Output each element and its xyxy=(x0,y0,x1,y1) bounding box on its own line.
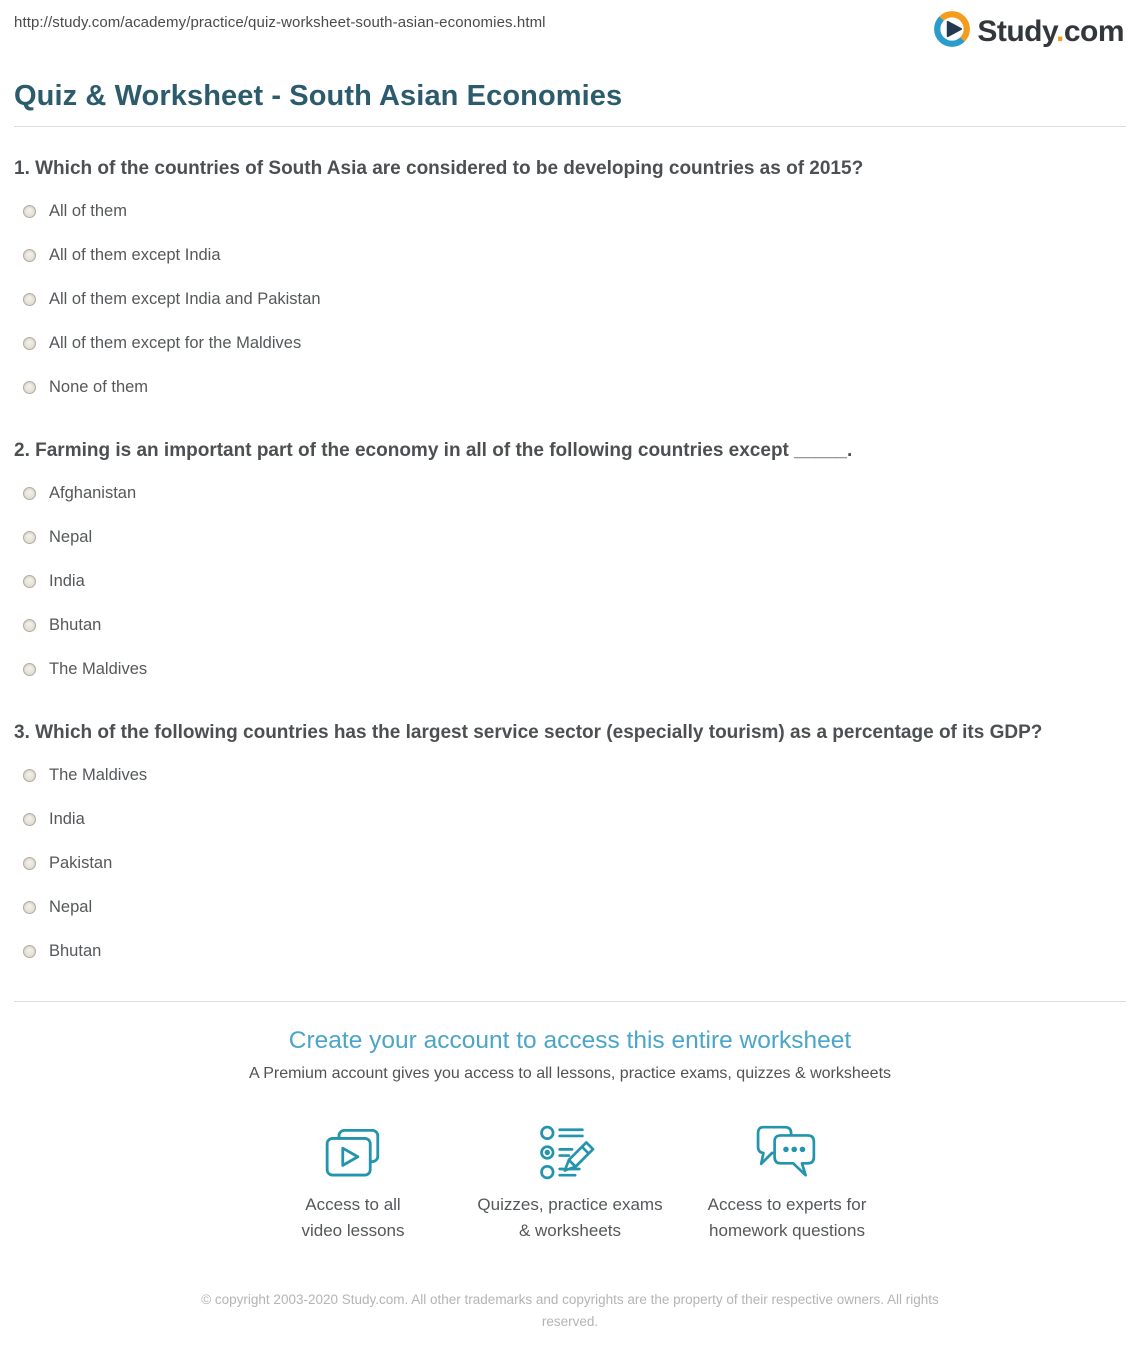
feature-list xyxy=(0,1123,1140,1245)
question-1-text: 1. Which of the countries of South Asia are considered to be developing countries as of 2015? xyxy=(14,158,864,179)
radio-button[interactable] xyxy=(23,249,36,262)
option-label[interactable]: All of them xyxy=(49,202,127,220)
top-bar xyxy=(0,0,1140,53)
feature-label: Access to experts for homework questions xyxy=(707,1195,867,1241)
question-3-option-2[interactable] xyxy=(14,797,1126,841)
question-1 xyxy=(14,158,1126,409)
question-3-text: 3. Which of the following countries has the largest service sector (especially tourism) as a percentage of its GDP? xyxy=(14,722,1043,743)
radio-button[interactable] xyxy=(23,205,36,218)
question-1-option-5[interactable] xyxy=(14,365,1126,409)
radio-button[interactable] xyxy=(23,531,36,544)
video-lessons-icon xyxy=(258,1123,448,1183)
quiz-body xyxy=(0,158,1140,973)
question-2-option-2[interactable] xyxy=(14,515,1126,559)
option-label[interactable]: Pakistan xyxy=(49,854,113,872)
study-logo-text: Study.com xyxy=(977,14,1124,48)
option-label[interactable]: The Maldives xyxy=(49,660,148,678)
page-title: Quiz & Worksheet - South Asian Economies xyxy=(14,80,623,112)
question-3-option-5[interactable] xyxy=(14,929,1126,973)
option-label[interactable]: All of them except India and Pakistan xyxy=(49,290,321,308)
question-2-text: 2. Farming is an important part of the economy in all of the following countries except _____. xyxy=(14,440,853,461)
quizzes-worksheets-icon xyxy=(475,1123,665,1183)
create-account-link[interactable]: Create your account to access this entire worksheet xyxy=(288,1027,852,1054)
cta-subtitle: A Premium account gives you access to all lessons, practice exams, quizzes & worksheets xyxy=(248,1065,892,1082)
feature-homework-experts xyxy=(692,1123,882,1245)
option-label[interactable]: India xyxy=(49,572,85,590)
question-2-option-3[interactable] xyxy=(14,559,1126,603)
option-label[interactable]: India xyxy=(49,810,85,828)
feature-video-lessons xyxy=(258,1123,448,1245)
option-label[interactable]: All of them except India xyxy=(49,246,221,264)
divider xyxy=(14,126,1126,127)
radio-button[interactable] xyxy=(23,945,36,958)
option-label[interactable]: The Maldives xyxy=(49,766,148,784)
question-2-option-1[interactable] xyxy=(14,471,1126,515)
radio-button[interactable] xyxy=(23,619,36,632)
cta-section xyxy=(0,1002,1140,1245)
question-1-option-1[interactable] xyxy=(14,189,1126,233)
option-label[interactable]: All of them except for the Maldives xyxy=(49,334,302,352)
study-logo[interactable] xyxy=(933,10,1124,53)
question-3-option-1[interactable] xyxy=(14,753,1126,797)
option-label[interactable]: Bhutan xyxy=(49,942,102,960)
radio-button[interactable] xyxy=(23,487,36,500)
question-3 xyxy=(14,722,1126,973)
radio-button[interactable] xyxy=(23,337,36,350)
radio-button[interactable] xyxy=(23,381,36,394)
option-label[interactable]: None of them xyxy=(49,378,149,396)
option-label[interactable]: Nepal xyxy=(49,528,93,546)
question-1-option-2[interactable] xyxy=(14,233,1126,277)
page-url: http://study.com/academy/practice/quiz-worksheet-south-asian-economies.html xyxy=(14,14,546,31)
question-1-option-4[interactable] xyxy=(14,321,1126,365)
question-3-option-4[interactable] xyxy=(14,885,1126,929)
radio-button[interactable] xyxy=(23,663,36,676)
question-2-option-5[interactable] xyxy=(14,647,1126,691)
option-label[interactable]: Afghanistan xyxy=(49,484,137,502)
option-label[interactable]: Bhutan xyxy=(49,616,102,634)
copyright-notice: © copyright 2003-2020 Study.com. All other trademarks and copyrights are the property of their respective owners. All rights reserved. xyxy=(201,1291,939,1329)
homework-experts-icon xyxy=(692,1123,882,1183)
radio-button[interactable] xyxy=(23,769,36,782)
question-3-option-3[interactable] xyxy=(14,841,1126,885)
question-1-option-3[interactable] xyxy=(14,277,1126,321)
radio-button[interactable] xyxy=(23,901,36,914)
option-label[interactable]: Nepal xyxy=(49,898,93,916)
radio-button[interactable] xyxy=(23,293,36,306)
feature-quizzes-worksheets xyxy=(475,1123,665,1245)
radio-button[interactable] xyxy=(23,575,36,588)
question-2-option-4[interactable] xyxy=(14,603,1126,647)
question-2 xyxy=(14,440,1126,691)
radio-button[interactable] xyxy=(23,813,36,826)
feature-label: Access to all video lessons xyxy=(301,1195,405,1241)
feature-label: Quizzes, practice exams & worksheets xyxy=(477,1195,663,1241)
study-logo-icon xyxy=(933,10,971,53)
radio-button[interactable] xyxy=(23,857,36,870)
